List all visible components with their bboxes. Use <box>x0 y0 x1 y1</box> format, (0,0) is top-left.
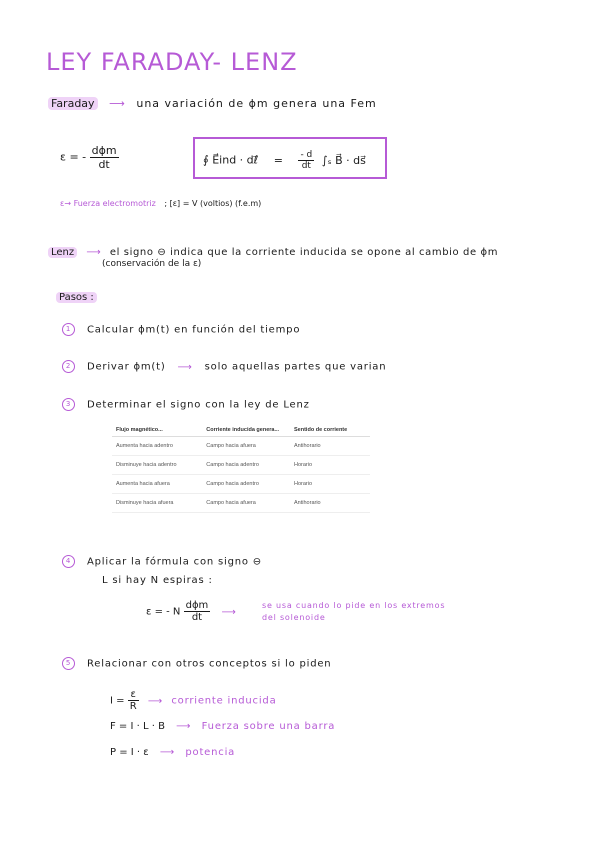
emf-formula <box>60 144 119 171</box>
emf-note-rest: ; [ε] = V (voltios) (f.e.m) <box>164 199 262 208</box>
arrow-icon: ⟶ <box>147 695 163 707</box>
table-cell: Campo hacia adentro <box>202 475 290 494</box>
step-1 <box>62 323 300 336</box>
lenz-line <box>48 247 498 258</box>
step-number-icon: 5 <box>62 657 75 670</box>
step-2 <box>62 360 386 373</box>
step-4-sub: L si hay N espiras : <box>102 575 213 586</box>
step-4-fraction-num: dϕm <box>185 600 209 611</box>
table-cell: Aumenta hacia adentro <box>112 437 202 456</box>
arrow-icon: ⟶ <box>176 721 191 732</box>
table-header: Corriente inducida genera... <box>202 424 290 437</box>
table-row <box>112 456 370 475</box>
table-header: Sentido de corriente <box>290 424 370 437</box>
integral-lhs: ∮ E⃗ind · dℓ⃗ <box>203 153 259 167</box>
step-3 <box>62 398 310 411</box>
table-cell: Campo hacia afuera <box>202 437 290 456</box>
step-4-fraction <box>184 600 211 623</box>
step-number-icon: 1 <box>62 323 75 336</box>
relation-force-lhs: F = I · L · B <box>110 721 165 732</box>
arrow-icon: ⟶ <box>86 247 101 258</box>
step-5-text: Relacionar con otros conceptos si lo piden <box>86 658 332 670</box>
step-5 <box>62 657 331 670</box>
relation-current-note: corriente inducida <box>171 695 277 707</box>
d-dt-num: - d <box>300 150 313 160</box>
relation-power-note: potencia <box>185 747 236 758</box>
arrow-icon: ⟶ <box>221 606 236 618</box>
faraday-text: una variación de ϕm genera una Fem <box>136 97 377 110</box>
step-4 <box>62 555 262 568</box>
step-4-text: Aplicar la fórmula con signo ⊖ <box>86 556 262 568</box>
step-4-note-1: se usa cuando lo pide en los extremos <box>262 601 446 610</box>
emf-note-prefix: ε→ Fuerza electromotriz <box>60 199 156 208</box>
table-cell: Campo hacia afuera <box>202 494 290 513</box>
emf-note <box>60 199 261 208</box>
table-cell: Horario <box>290 475 370 494</box>
table-cell: Horario <box>290 456 370 475</box>
table-header: Flujo magnético... <box>112 424 202 437</box>
lenz-sub: (conservación de la ε) <box>102 259 202 269</box>
integral-rhs: ∫ₛ B⃗ · ds⃗ <box>321 153 366 167</box>
arrow-icon: ⟶ <box>177 361 193 373</box>
relation-force-note: Fuerza sobre una barra <box>201 721 336 732</box>
relation-power <box>110 747 235 758</box>
table-cell: Antihorario <box>290 437 370 456</box>
page-title: LEY FARADAY- LENZ <box>46 48 298 76</box>
d-dt-fraction <box>298 150 314 171</box>
pasos-label <box>56 292 97 303</box>
step-4-formula <box>146 600 244 623</box>
table-row <box>112 494 370 513</box>
step-number-icon: 2 <box>62 360 75 373</box>
step-2-extra: solo aquellas partes que varian <box>204 361 387 373</box>
table-row <box>112 437 370 456</box>
step-4-fraction-den: dt <box>191 612 203 623</box>
relation-current-num: ε <box>128 689 139 701</box>
table-cell: Antihorario <box>290 494 370 513</box>
lenz-text: el signo ⊖ indica que la corriente inducida se opone al cambio de ϕm <box>109 247 499 258</box>
table-cell: Disminuye hacia adentro <box>112 456 202 475</box>
emf-formula-lhs: ε = - <box>60 150 87 164</box>
step-2-text: Derivar ϕm(t) <box>86 361 166 373</box>
relation-current-lhs: I = <box>110 695 125 707</box>
table-cell: Campo hacia adentro <box>202 456 290 475</box>
table-row <box>112 475 370 494</box>
emf-fraction-den: dt <box>98 158 110 171</box>
formula-equals: = <box>273 153 283 167</box>
relation-current-den: R <box>129 701 137 712</box>
relation-current-fraction <box>128 689 139 712</box>
step-1-text: Calcular ϕm(t) en función del tiempo <box>86 324 301 336</box>
step-number-icon: 4 <box>62 555 75 568</box>
lenz-label: Lenz <box>48 247 77 258</box>
faraday-label: Faraday <box>48 97 98 110</box>
step-4-formula-lhs: ε = - N <box>146 606 181 618</box>
arrow-icon: ⟶ <box>109 97 125 110</box>
lenz-sign-table <box>112 424 370 513</box>
pasos-text: Pasos : <box>56 292 97 303</box>
table-cell: Disminuye hacia afuera <box>112 494 202 513</box>
emf-fraction <box>90 144 119 171</box>
table-header-row <box>112 424 370 437</box>
step-4-note-2: del solenoide <box>262 613 326 622</box>
relation-current <box>110 689 277 712</box>
arrow-icon: ⟶ <box>159 747 175 758</box>
emf-fraction-num: dϕm <box>91 144 117 157</box>
formula-box-content <box>203 150 366 171</box>
relation-force <box>110 721 335 732</box>
table-cell: Aumenta hacia afuera <box>112 475 202 494</box>
step-3-text: Determinar el signo con la ley de Lenz <box>86 399 310 411</box>
step-number-icon: 3 <box>62 398 75 411</box>
d-dt-den: dt <box>301 161 311 171</box>
relation-power-lhs: P = I · ε <box>110 747 149 758</box>
faraday-line <box>48 97 377 110</box>
